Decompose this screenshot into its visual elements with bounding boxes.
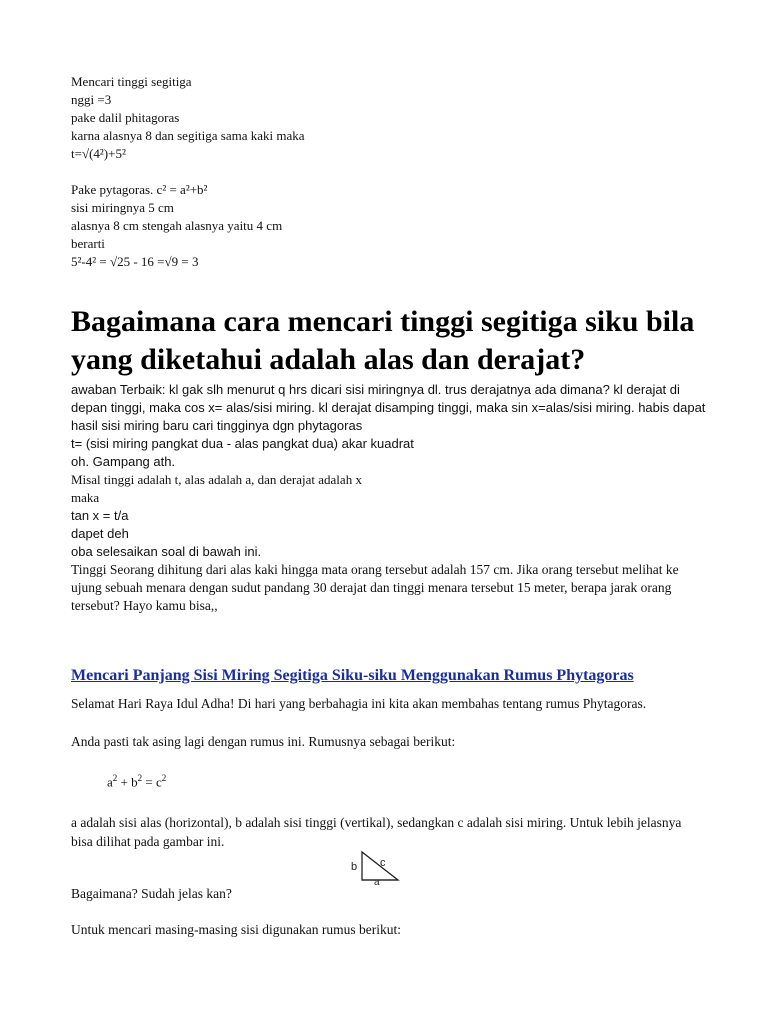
text-line: pake dalil phitagoras [71, 110, 180, 125]
formula-exponent: 2 [112, 773, 118, 783]
pythagoras-formula [107, 773, 166, 790]
text-line: karna alasnya 8 dan segitiga sama kaki maka [71, 128, 305, 143]
formula-c: c [155, 774, 162, 790]
answer-paragraph: awaban Terbaik: kl gak slh menurut q hrs dicari sisi miringnya dl. trus derajatnya ada dimana? kl derajat di depan tinggi, maka cos x= alas/sisi miring. kl derajat disamping tinggi, maka sin x=alas/sisi miring. habis dapat hasil sisi miring baru cari tingginya dgn phytagoras [71, 382, 706, 433]
label-a: a [374, 877, 380, 886]
question-heading: Bagaimana cara mencari tinggi segitiga siku bila yang diketahui adalah alas dan derajat? [71, 305, 695, 376]
article-paragraph: a adalah sisi alas (horizontal), b adalah sisi tinggi (vertikal), sedangkan c adalah sisi miring. Untuk lebih jelasnya bisa dilihat pada gambar ini. [71, 815, 682, 849]
problem-paragraph: Tinggi Seorang dihitung dari alas kaki hingga mata orang tersebut adalah 157 cm. Jika orang tersebut melihat ke ujung sebuah menara dengan sudut pandang 30 derajat dan tinggi menara tersebut 15 meter, berapa jarak orang tersebut? Hayo kamu bisa,, [71, 562, 679, 613]
label-b: b [351, 861, 358, 873]
answer-line: tan x = t/a [71, 508, 129, 523]
answer-line: Misal tinggi adalah t, alas adalah a, dan derajat adalah x [71, 472, 362, 487]
text-line: berarti [71, 236, 105, 251]
calc-section-1 [71, 73, 708, 163]
text-line: Mencari tinggi segitiga [71, 74, 192, 89]
article-body-3 [71, 884, 701, 939]
article-paragraph: Bagaimana? Sudah jelas kan? [71, 886, 232, 901]
formula-plus: + [117, 774, 132, 790]
article-paragraph: Selamat Hari Raya Idul Adha! Di hari yang berbahagia ini kita akan membahas tentang rumus Phytagoras. [71, 696, 647, 711]
text-line: sisi miringnya 5 cm [71, 200, 174, 215]
article-paragraph: Untuk mencari masing-masing sisi digunakan rumus berikut: [71, 922, 401, 937]
article-paragraph: Anda pasti tak asing lagi dengan rumus ini. Rumusnya sebagai berikut: [71, 734, 456, 749]
text-line: alasnya 8 cm stengah alasnya yaitu 4 cm [71, 218, 283, 233]
formula-exponent: 2 [161, 773, 167, 783]
formula-exponent: 2 [137, 773, 143, 783]
text-line: 5²-4² = √25 - 16 =√9 = 3 [71, 254, 199, 269]
text-line: nggi =3 [71, 92, 112, 107]
answer-line: t= (sisi miring pangkat dua - alas pangkat dua) akar kuadrat [71, 436, 414, 451]
answer-line: oba selesaikan soal di bawah ini. [71, 544, 262, 559]
formula-a: a [107, 774, 113, 790]
answer-line: dapet deh [71, 526, 129, 541]
article-body-2 [71, 813, 701, 851]
text-line: Pake pytagoras. c² = a²+b² [71, 182, 208, 197]
answer-line: maka [71, 490, 100, 505]
right-triangle-figure [346, 850, 402, 886]
calc-section-2 [71, 181, 708, 271]
answer-line: oh. Gampang ath. [71, 454, 176, 469]
answer-section [71, 381, 708, 615]
formula-equals: = [142, 774, 156, 790]
article-title-link[interactable]: Mencari Panjang Sisi Miring Segitiga Siku-siku Menggunakan Rumus Phytagoras [71, 667, 634, 684]
text-line: t=√(4²)+5² [71, 146, 126, 161]
label-c: c [380, 857, 386, 869]
formula-b: b [131, 774, 138, 790]
article-body [71, 694, 701, 751]
